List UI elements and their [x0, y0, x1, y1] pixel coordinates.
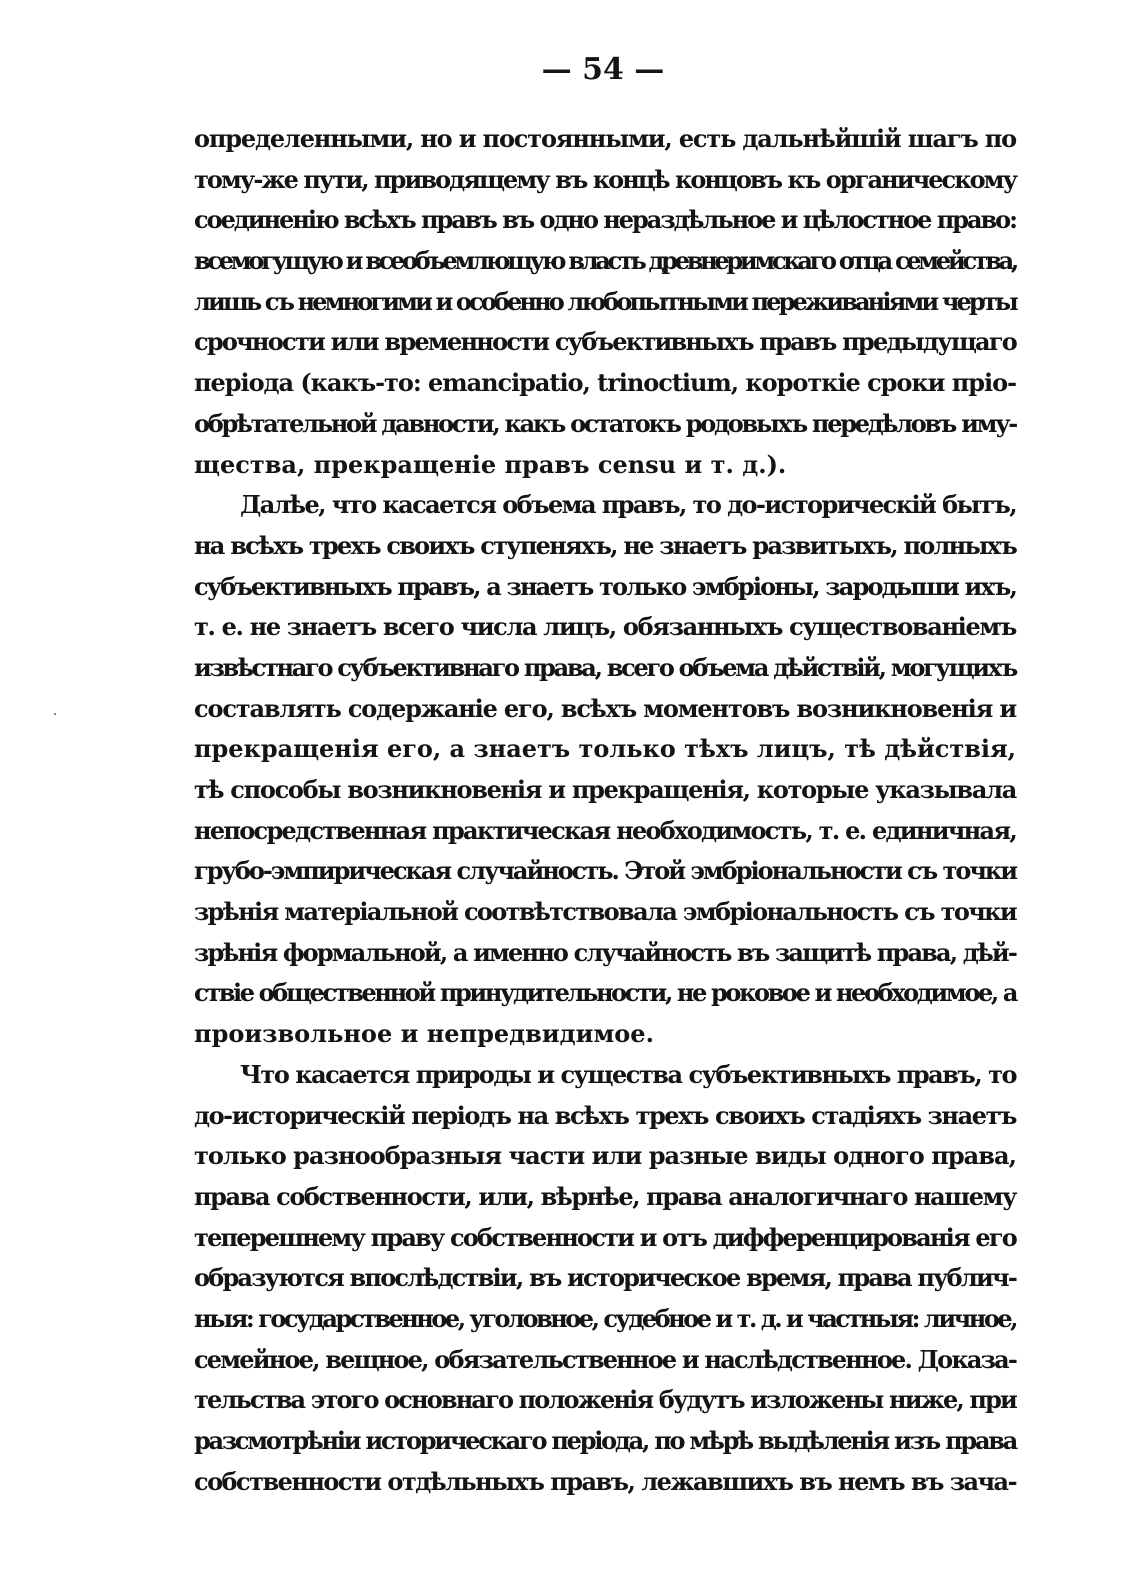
text-line: ствіе общественной принудительности, не роковое и необходимое, а	[194, 978, 1017, 1008]
text-line: права собственности, или, вѣрнѣе, права аналогичнаго нашему	[194, 1181, 1016, 1211]
text-line: теперешнему праву собственности и отъ дифференцированія его	[194, 1222, 1016, 1252]
text-line: произвольное и непредвидимое.	[194, 1019, 654, 1049]
text-line: соединенію всѣхъ правъ въ одно нераздѣльное и цѣлостное право:	[194, 205, 1016, 235]
print-speck	[54, 713, 56, 715]
text-line: образуются впослѣдствіи, въ историческое время, права публич-	[194, 1263, 1016, 1293]
text-line: срочности или временности субъективныхъ правъ предыдущаго	[194, 327, 1017, 357]
text-line: до-историческій періодъ на всѣхъ трехъ своихъ стадіяхъ знаетъ	[194, 1100, 1017, 1130]
text-line: тѣ способы возникновенія и прекращенія, которые указывала	[194, 775, 1016, 804]
text-line: прекращенія его, а знаетъ только тѣхъ лицъ, тѣ дѣйствія,	[194, 734, 1016, 764]
text-line: т. е. не знаетъ всего числа лицъ, обязанныхъ существованіемъ	[194, 612, 1017, 642]
text-line: тому-же пути, приводящему въ концѣ концовъ къ органическому	[194, 164, 1016, 194]
text-line: собственности отдѣльныхъ правъ, лежавшихъ въ немъ въ зача-	[194, 1466, 1016, 1496]
page-number: — 54 —	[541, 52, 665, 87]
paragraph-first-line: Далѣе, что касается объема правъ, то до-историческій бытъ,	[240, 490, 1016, 520]
text-line: лишь съ немногими и особенно любопытными переживаніями черты	[194, 286, 1016, 316]
text-line: ныя: государственное, уголовное, судебное и т. д. и частныя: личное,	[194, 1303, 1016, 1333]
body-text	[194, 119, 1016, 1502]
text-line: субъективныхъ правъ, а знаетъ только эмбріоны, зародыши ихъ,	[194, 571, 1016, 601]
text-line: на всѣхъ трехъ своихъ ступеняхъ, не знаетъ развитыхъ, полныхъ	[194, 530, 1016, 560]
text-line: обрѣтательной давности, какъ остатокъ родовыхъ передѣловъ иму-	[194, 408, 1016, 438]
text-line: извѣстнаго субъективнаго права, всего объема дѣйствій, могущихъ	[194, 652, 1016, 682]
text-line: тельства этого основнаго положенія будутъ изложены ниже, при	[194, 1385, 1016, 1415]
text-line: періода (какъ-то: emancipatio, trinoctium, короткіе сроки пріо-	[194, 368, 1017, 398]
paragraph-first-line: Что касается природы и существа субъективныхъ правъ, то	[240, 1059, 1016, 1089]
text-line: семейное, вещное, обязательственное и наслѣдственное. Доказа-	[194, 1344, 1016, 1374]
text-line: только разнообразныя части или разные виды одного права,	[194, 1141, 1017, 1171]
text-line: зрѣнія формальной, а именно случайность въ защитѣ права, дѣй-	[194, 937, 1016, 967]
text-line: зрѣнія матеріальной соотвѣтствовала эмбріональность съ точки	[194, 897, 1017, 927]
text-line: составлять содержаніе его, всѣхъ моментовъ возникновенія и	[194, 693, 1017, 723]
text-line: грубо-эмпирическая случайность. Этой эмбріональности съ точки	[194, 856, 1016, 886]
text-line: определенными, но и постоянными, есть дальнѣйшій шагъ по	[194, 124, 1017, 153]
text-line: разсмотрѣніи историческаго періода, по мѣрѣ выдѣленія изъ права	[194, 1426, 1017, 1455]
text-line: непосредственная практическая необходимость, т. е. единичная,	[194, 815, 1016, 845]
text-line: щества, прекращеніе правъ censu и т. д.).	[194, 449, 787, 479]
text-line: всемогущую и всеобъемлющую власть древнеримскаго отца семейства,	[194, 246, 1016, 276]
